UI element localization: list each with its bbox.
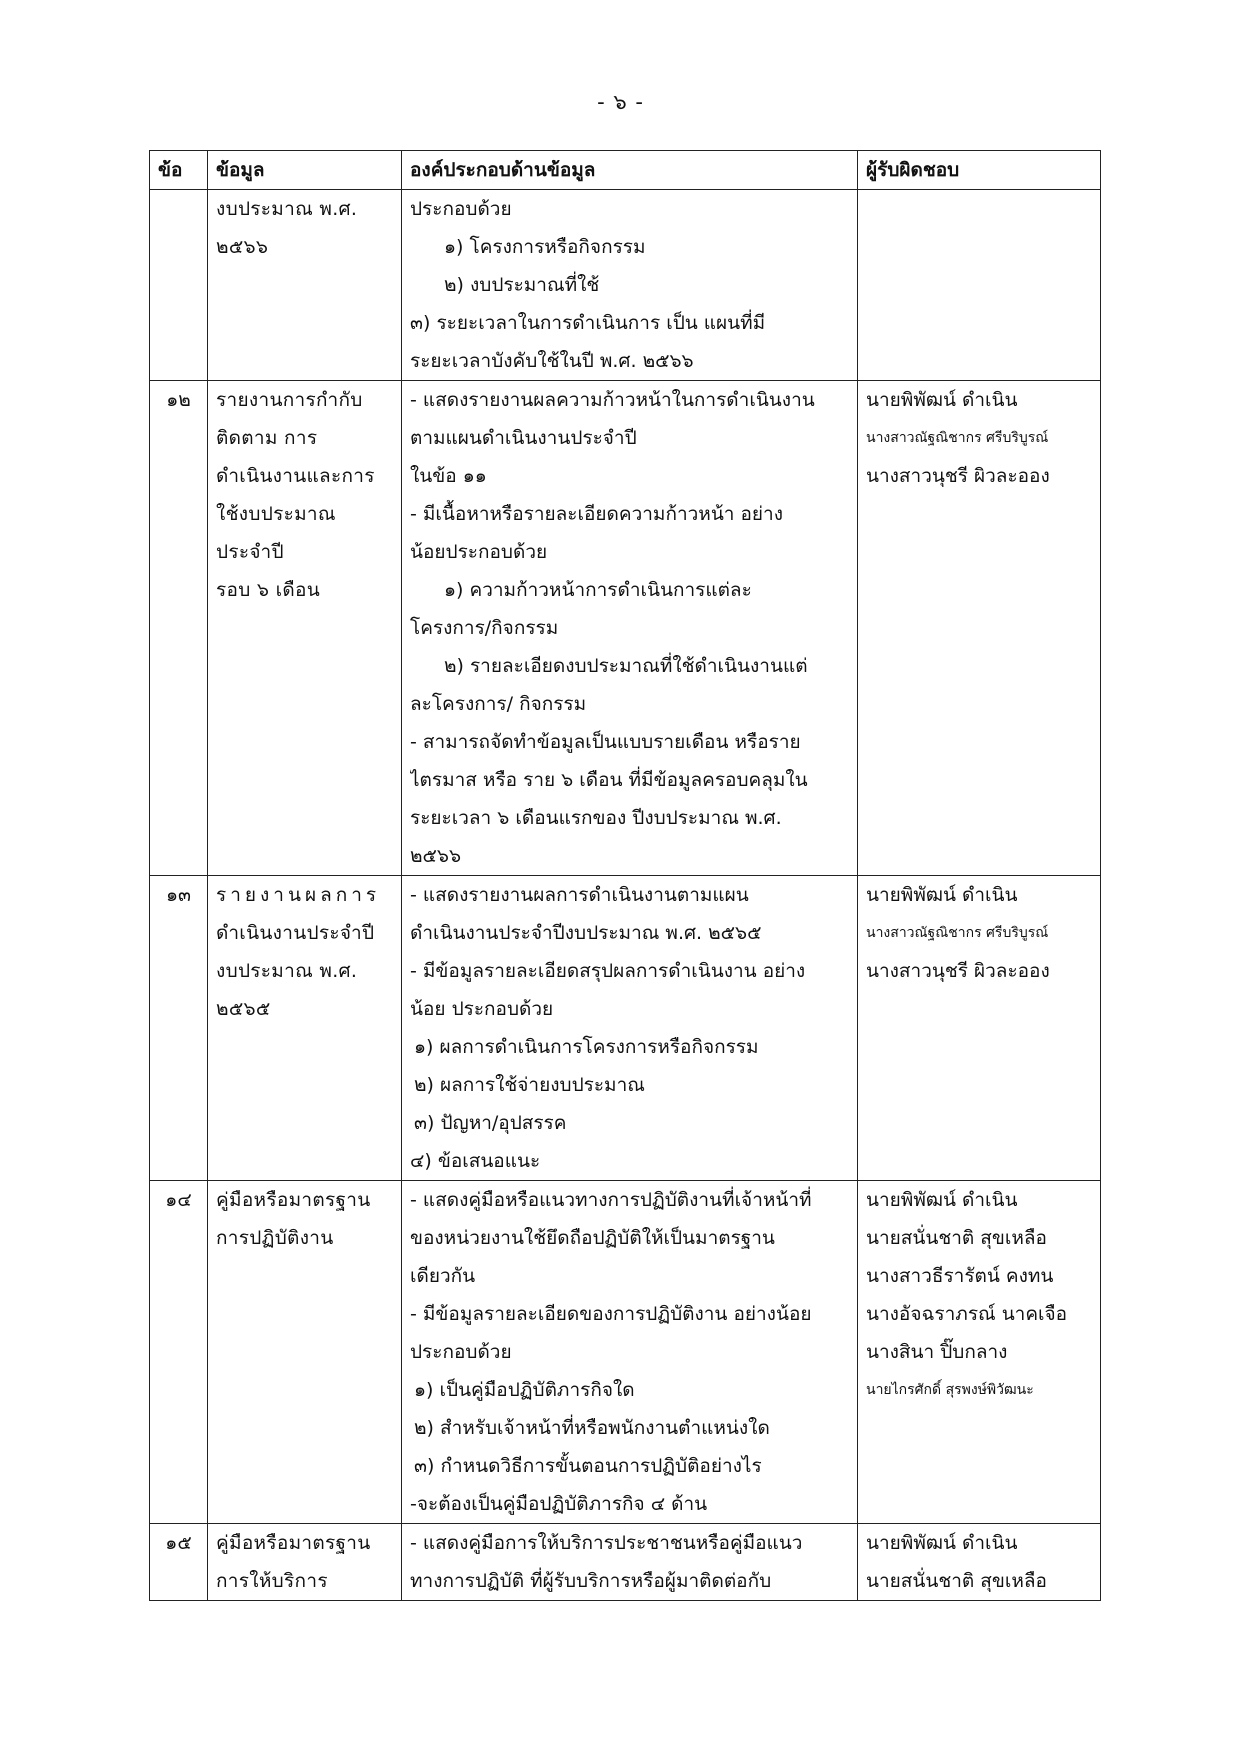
responsible-line: นางอัจฉราภรณ์ นาคเจือ bbox=[866, 1303, 1068, 1325]
topic-line: ดำเนินงานและการ bbox=[216, 465, 375, 487]
responsible-line: นางสาวณัฐณิชากร ศรีบริบูรณ์ bbox=[866, 430, 1049, 446]
cell-topic bbox=[208, 190, 402, 381]
page-number: - ๖ - bbox=[597, 90, 644, 114]
components-line: - แสดงคู่มือหรือแนวทางการปฏิบัติงานที่เจ้าหน้าที่ bbox=[410, 1189, 812, 1211]
components-line: - แสดงรายงานผลการดำเนินงานตามแผน bbox=[410, 884, 749, 906]
components-line: ๒๕๖๖ bbox=[410, 845, 462, 867]
components-line: ๓) ระยะเวลาในการดำเนินการ เป็น แผนที่มี bbox=[410, 312, 766, 334]
cell-components bbox=[402, 1524, 858, 1601]
components-line: - แสดงรายงานผลความก้าวหน้าในการดำเนินงาน bbox=[410, 389, 815, 411]
table-row bbox=[150, 876, 1101, 1181]
components-line: ตามแผนดำเนินงานประจำปี bbox=[410, 427, 637, 449]
components-line: ไตรมาส หรือ ราย ๖ เดือน ที่มีข้อมูลครอบคลุมใน bbox=[410, 769, 808, 791]
cell-components bbox=[402, 381, 858, 876]
cell-components bbox=[402, 876, 858, 1181]
topic-line: รายงานการกำกับ bbox=[216, 389, 363, 411]
topic-line: การปฏิบัติงาน bbox=[216, 1227, 334, 1249]
components-line: - แสดงคู่มือการให้บริการประชาชนหรือคู่มือแนว bbox=[410, 1532, 803, 1554]
cell-components bbox=[402, 190, 858, 381]
cell-topic bbox=[208, 876, 402, 1181]
header-components: องค์ประกอบด้านข้อมูล bbox=[402, 151, 858, 190]
components-line: น้อย ประกอบด้วย bbox=[410, 998, 554, 1020]
components-line: เดียวกัน bbox=[410, 1265, 476, 1287]
responsible-line: นางสาวนุชรี ผิวละออง bbox=[866, 960, 1050, 982]
topic-line: ติดตาม การ bbox=[216, 427, 318, 449]
components-line: น้อยประกอบด้วย bbox=[410, 541, 548, 563]
topic-line: ใช้งบประมาณ bbox=[216, 503, 336, 525]
topic-line: งบประมาณ พ.ศ. bbox=[216, 960, 358, 982]
components-line: -จะต้องเป็นคู่มือปฏิบัติภารกิจ ๔ ด้าน bbox=[410, 1493, 708, 1515]
cell-item-number: ๑๔ bbox=[150, 1181, 208, 1524]
responsible-line: นายพิพัฒน์ ดำเนิน bbox=[866, 884, 1018, 906]
components-line: ๒) งบประมาณที่ใช้ bbox=[444, 274, 600, 296]
responsible-line: นายพิพัฒน์ ดำเนิน bbox=[866, 1189, 1018, 1211]
responsible-line: นายพิพัฒน์ ดำเนิน bbox=[866, 1532, 1018, 1554]
cell-responsible bbox=[858, 1524, 1101, 1601]
components-line: ๓) ปัญหา/อุปสรรค bbox=[414, 1112, 567, 1134]
components-line: ๓) กำหนดวิธีการขั้นตอนการปฏิบัติอย่างไร bbox=[414, 1455, 762, 1477]
cell-item-number bbox=[150, 190, 208, 381]
table-row bbox=[150, 381, 1101, 876]
table-row bbox=[150, 1524, 1101, 1601]
cell-responsible bbox=[858, 876, 1101, 1181]
cell-topic bbox=[208, 1524, 402, 1601]
responsible-line: นายพิพัฒน์ ดำเนิน bbox=[866, 389, 1018, 411]
responsible-line: นายสนั่นชาติ สุขเหลือ bbox=[866, 1570, 1047, 1592]
components-line: ๔) ข้อเสนอแนะ bbox=[410, 1150, 541, 1172]
responsible-line: นายสนั่นชาติ สุขเหลือ bbox=[866, 1227, 1047, 1249]
topic-line: ๒๕๖๖ bbox=[216, 236, 269, 258]
cell-components bbox=[402, 1181, 858, 1524]
components-line: ๑) เป็นคู่มือปฏิบัติภารกิจใด bbox=[414, 1379, 635, 1401]
header-responsible: ผู้รับผิดชอบ bbox=[858, 151, 1101, 190]
table-header-row bbox=[150, 151, 1101, 190]
cell-responsible bbox=[858, 381, 1101, 876]
header-topic: ข้อมูล bbox=[208, 151, 402, 190]
components-line: ๑) โครงการหรือกิจกรรม bbox=[444, 236, 646, 258]
components-line: ประกอบด้วย bbox=[410, 198, 512, 220]
responsible-line: นางสินา ปิ๊บกลาง bbox=[866, 1341, 1008, 1363]
topic-line: งบประมาณ พ.ศ. bbox=[216, 198, 358, 220]
components-line: ๒) ผลการใช้จ่ายงบประมาณ bbox=[414, 1074, 645, 1096]
components-line: - มีข้อมูลรายละเอียดของการปฏิบัติงาน อย่างน้อย bbox=[410, 1303, 812, 1325]
components-line: ๑) ความก้าวหน้าการดำเนินการแต่ละ bbox=[444, 579, 752, 601]
responsible-line: นางสาวนุชรี ผิวละออง bbox=[866, 465, 1050, 487]
topic-line: การให้บริการ bbox=[216, 1570, 328, 1592]
topic-line: รายงานผลการ bbox=[216, 884, 381, 906]
components-line: ระยะเวลา ๖ เดือนแรกของ ปีงบประมาณ พ.ศ. bbox=[410, 807, 782, 829]
topic-line: คู่มือหรือมาตรฐาน bbox=[216, 1532, 371, 1554]
cell-topic bbox=[208, 381, 402, 876]
components-line: ดำเนินงานประจำปีงบประมาณ พ.ศ. ๒๕๖๕ bbox=[410, 922, 762, 944]
data-table bbox=[149, 150, 1101, 1601]
cell-item-number: ๑๕ bbox=[150, 1524, 208, 1601]
components-line: - มีเนื้อหาหรือรายละเอียดความก้าวหน้า อย่าง bbox=[410, 503, 784, 525]
components-line: - มีข้อมูลรายละเอียดสรุปผลการดำเนินงาน อย่าง bbox=[410, 960, 806, 982]
components-line: ละโครงการ/ กิจกรรม bbox=[410, 693, 587, 715]
components-line: ทางการปฏิบัติ ที่ผู้รับบริการหรือผู้มาติดต่อกับ bbox=[410, 1570, 772, 1592]
topic-line: ประจำปี bbox=[216, 541, 284, 563]
topic-line: ดำเนินงานประจำปี bbox=[216, 922, 375, 944]
responsible-line: นางสาวธีรารัตน์ คงทน bbox=[866, 1265, 1054, 1287]
cell-item-number: ๑๓ bbox=[150, 876, 208, 1181]
cell-topic bbox=[208, 1181, 402, 1524]
responsible-line: นายไกรศักดิ์ สุรพงษ์พิวัฒนะ bbox=[866, 1382, 1034, 1398]
topic-line: รอบ ๖ เดือน bbox=[216, 579, 321, 601]
topic-line: คู่มือหรือมาตรฐาน bbox=[216, 1189, 371, 1211]
header-no: ข้อ bbox=[150, 151, 208, 190]
components-line: ๒) สำหรับเจ้าหน้าที่หรือพนักงานตำแหน่งใด bbox=[414, 1417, 770, 1439]
components-line: ๑) ผลการดำเนินการโครงการหรือกิจกรรม bbox=[414, 1036, 759, 1058]
cell-responsible bbox=[858, 190, 1101, 381]
table-row bbox=[150, 1181, 1101, 1524]
table-row bbox=[150, 190, 1101, 381]
components-line: ระยะเวลาบังคับใช้ในปี พ.ศ. ๒๕๖๖ bbox=[410, 350, 694, 372]
responsible-line: นางสาวณัฐณิชากร ศรีบริบูรณ์ bbox=[866, 925, 1049, 941]
components-line: ประกอบด้วย bbox=[410, 1341, 512, 1363]
topic-line: ๒๕๖๕ bbox=[216, 998, 271, 1020]
components-line: โครงการ/กิจกรรม bbox=[410, 617, 559, 639]
cell-responsible bbox=[858, 1181, 1101, 1524]
components-line: ในข้อ ๑๑ bbox=[410, 465, 487, 487]
cell-item-number: ๑๒ bbox=[150, 381, 208, 876]
components-line: ๒) รายละเอียดงบประมาณที่ใช้ดำเนินงานแต่ bbox=[444, 655, 808, 677]
components-line: ของหน่วยงานใช้ยึดถือปฏิบัติให้เป็นมาตรฐาน bbox=[410, 1227, 775, 1249]
table-body bbox=[150, 190, 1101, 1601]
components-line: - สามารถจัดทำข้อมูลเป็นแบบรายเดือน หรือราย bbox=[410, 731, 801, 753]
